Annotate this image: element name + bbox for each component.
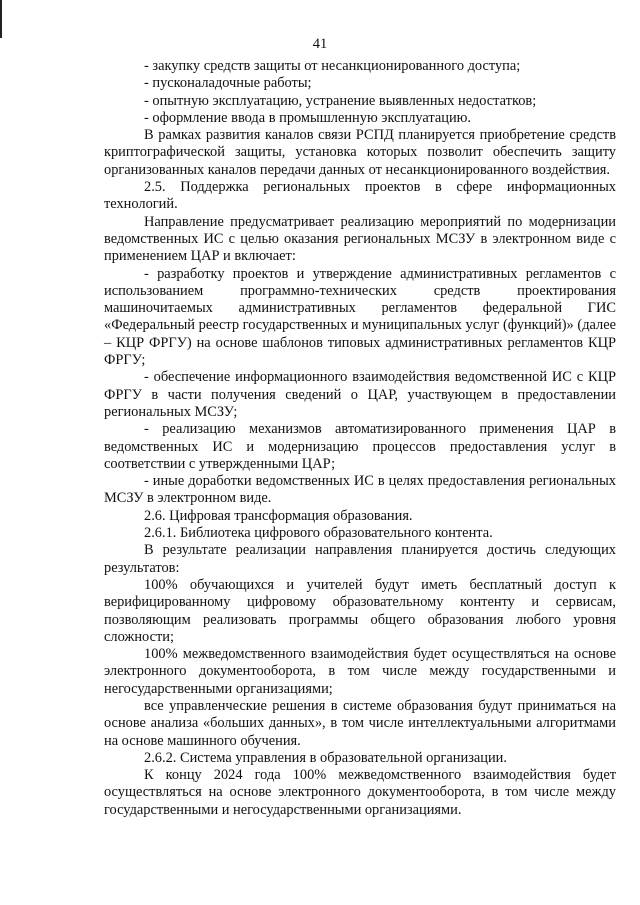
paragraph-direction-intro: Направление предусматривает реализацию мероприятий по модернизации ведомственных ИС с целью оказания региональных МСЗУ в электронном виде с применением ЦАР и включает:	[104, 213, 616, 265]
page-number: 41	[312, 36, 328, 52]
paragraph-results-intro: В результате реализации направления планируется достичь следующих результатов:	[104, 542, 616, 576]
paragraph-result-access: 100% обучающихся и учителей будут иметь бесплатный доступ к верифицированному цифровому образовательному контенту и сервисам, позволяющим реализовать программы общего образования любого уровня сложности;	[104, 576, 616, 645]
bullet-info-interaction: - обеспечение информационного взаимодействия ведомственной ИС с КЦР ФРГУ в части получения сведений о ЦАР, участвующем в предоставлении региональных МСЗУ;	[104, 369, 616, 420]
bullet-automated-car: - реализацию механизмов автоматизированного применения ЦАР в ведомственных ИС и модернизацию процессов предоставления услуг в соответствии с утвержденными ЦАР;	[104, 421, 616, 472]
heading-2-6-2: 2.6.2. Система управления в образовательной организации.	[144, 749, 507, 766]
paragraph-result-edo: 100% межведомственного взаимодействия будет осуществляться на основе электронного документооборота, в том числе между государственными и негосударственными организациями;	[104, 646, 616, 697]
bullet-develop-regulations: - разработку проектов и утверждение административных регламентов с использованием программно-технических средств проектирования машиночитаемых административных регламентов федеральной ГИС «Федеральный реестр государственных и муниципальных услуг (функций)» (далее – КЦР ФРГУ) на основе шаблонов типовых административных регламентов КЦР ФРГУ;	[104, 265, 616, 369]
bullet-trial-operation: - опытную эксплуатацию, устранение выявленных недостатков;	[144, 92, 537, 109]
paragraph-result-big-data: все управленческие решения в системе образования будут приниматься на основе анализа «больших данных», в том числе интеллектуальными алгоритмами на основе машинного обучения.	[104, 697, 616, 749]
bullet-purchase-protection: - закупку средств защиты от несанкционированного доступа;	[144, 58, 521, 74]
scan-edge-mark	[0, 0, 2, 38]
document-body	[104, 58, 616, 819]
bullet-production-launch: - оформление ввода в промышленную эксплуатацию.	[144, 109, 472, 126]
heading-2-6-1: 2.6.1. Библиотека цифрового образовательного контента.	[144, 525, 493, 542]
paragraph-rspd-crypto: В рамках развития каналов связи РСПД планируется приобретение средств криптографической защиты, установка которых позволит обеспечить защиту организованных каналов передачи данных от несанкционированного воздействия.	[104, 127, 616, 178]
heading-2-5: 2.5. Поддержка региональных проектов в сфере информационных технологий.	[104, 179, 616, 213]
bullet-commissioning-works: - пусконаладочные работы;	[144, 75, 312, 92]
bullet-other-improvements: - иные доработки ведомственных ИС в целях предоставления региональных МСЗУ в электронном виде.	[104, 473, 616, 507]
heading-2-6: 2.6. Цифровая трансформация образования.	[144, 507, 413, 524]
paragraph-2024-target: К концу 2024 года 100% межведомственного взаимодействия будет осуществляться на основе электронного документооборота, в том числе между государственными и негосударственными организациями.	[104, 767, 616, 818]
